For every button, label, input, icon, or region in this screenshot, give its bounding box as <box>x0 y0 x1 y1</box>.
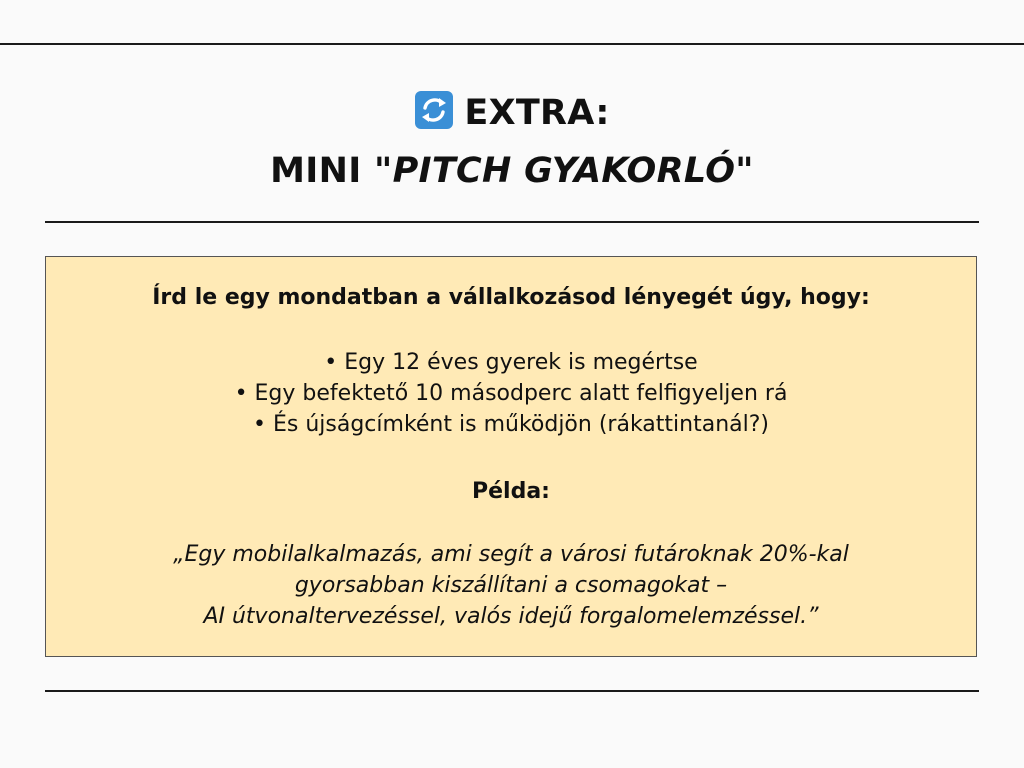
middle-divider <box>45 221 979 223</box>
slide-title <box>0 84 1024 200</box>
card-heading: Írd le egy mondatban a vállalkozásod lényegét úgy, hogy: <box>152 285 870 310</box>
list-item: • Egy 12 éves gyerek is megértse <box>324 350 698 375</box>
list-item: • Egy befektető 10 másodperc alatt felfigyeljen rá <box>234 381 788 406</box>
bottom-divider <box>45 690 979 692</box>
example-quote <box>46 539 976 632</box>
quote-line: „Egy mobilalkalmazás, ami segít a városi futároknak 20%-kal <box>173 542 849 567</box>
title-text-pitch: "PITCH GYAKORLÓ" <box>374 151 754 191</box>
title-text-extra: EXTRA: <box>464 93 610 133</box>
bullet-list <box>46 347 976 440</box>
exercise-card <box>45 256 977 657</box>
title-line-2 <box>0 142 1024 200</box>
quote-line: AI útvonaltervezéssel, valós idejű forgalomelemzéssel.” <box>203 604 819 629</box>
example-label: Példa: <box>472 479 550 504</box>
quote-line: gyorsabban kiszállítani a csomagokat – <box>294 573 728 598</box>
title-line-1 <box>0 84 1024 142</box>
title-text-mini: MINI <box>270 151 375 191</box>
list-item: • És újságcímként is működjön (rákattintanál?) <box>253 412 769 437</box>
refresh-arrows-icon <box>414 90 454 130</box>
top-divider <box>0 43 1024 45</box>
